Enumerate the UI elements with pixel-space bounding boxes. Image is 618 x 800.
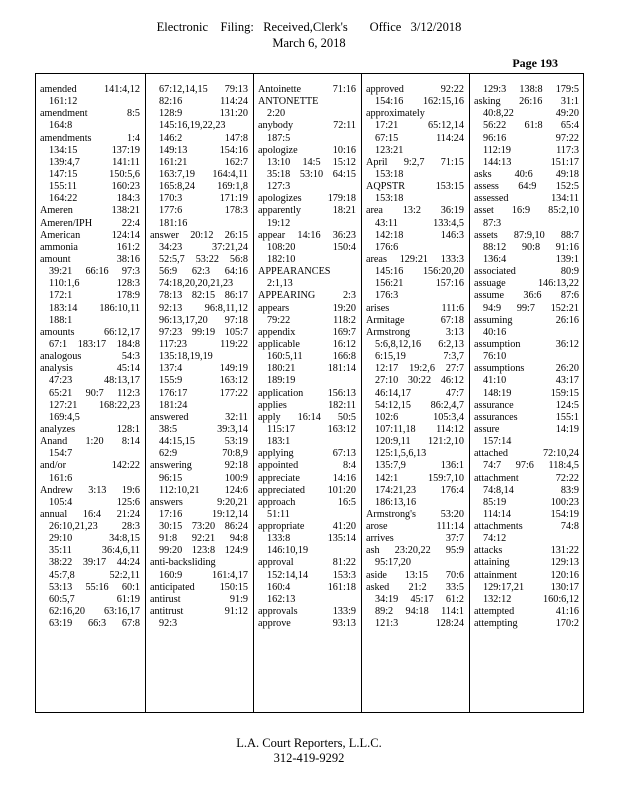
index-locator-line: 125:1,5,6,13 xyxy=(375,448,427,460)
index-locator-line: 161:12 xyxy=(49,96,78,108)
index-locator-line: 142:18 146:3 xyxy=(375,229,464,241)
index-locator-line: 40:16 xyxy=(483,326,507,338)
index-entry: American 124:14 xyxy=(40,229,140,241)
index-locator-line: 19:12 xyxy=(267,217,291,229)
index-locator-line: 127:21 168:22,23 xyxy=(49,399,140,411)
index-locator-line: 176:6 xyxy=(375,241,399,253)
index-locator-line: 96:13,17,20 97:18 xyxy=(159,314,248,326)
index-entry: answered 32:11 xyxy=(150,411,248,423)
index-locator-line: 135:7,9 136:1 xyxy=(375,460,464,472)
index-entry: attempting 170:2 xyxy=(474,618,579,630)
index-entry: appears 19:20 xyxy=(258,302,356,314)
index-entry: answers 9:20,21 xyxy=(150,496,248,508)
index-locator-line: 129:17,21 130:17 xyxy=(483,581,579,593)
index-locator-line: 176:3 xyxy=(375,290,399,302)
index-entry: assumptions 26:20 xyxy=(474,363,579,375)
index-entry: antirust 91:9 xyxy=(150,593,248,605)
index-locator-line: 94:9 99:7 152:21 xyxy=(483,302,579,314)
index-locator-line: 121:3 128:24 xyxy=(375,618,464,630)
index-entry: analysis 45:14 xyxy=(40,363,140,375)
index-locator-line: 38:5 39:3,14 xyxy=(159,423,248,435)
index-locator-line: 26:10,21,23 28:3 xyxy=(49,521,140,533)
index-locator-line: 164:22 184:3 xyxy=(49,193,140,205)
index-entry: Anand 1:20 8:14 xyxy=(40,436,140,448)
index-entry: approve 93:13 xyxy=(258,618,356,630)
index-entry: attached 72:10,24 xyxy=(474,448,579,460)
index-locator-line: 165:8,24 169:1,8 xyxy=(159,181,248,193)
index-entry: assets 87:9,10 88:7 xyxy=(474,229,579,241)
index-entry: appear 14:16 36:23 xyxy=(258,229,356,241)
index-locator-line: 102:6 105:3,4 xyxy=(375,411,464,423)
index-entry: attachment 72:22 xyxy=(474,472,579,484)
index-entry: and/or 142:22 xyxy=(40,460,140,472)
index-locator-line: 105:4 125:6 xyxy=(49,496,140,508)
index-entry: applicable 16:12 xyxy=(258,338,356,350)
index-locator-line: 128:9 131:20 xyxy=(159,108,248,120)
index-entry: apologize 10:16 xyxy=(258,144,356,156)
index-entry: asks 40:6 49:18 xyxy=(474,168,579,180)
index-locator-line: 180:21 181:14 xyxy=(267,363,356,375)
index-locator-line: 155:9 163:12 xyxy=(159,375,248,387)
index-entry: APPEARANCES xyxy=(258,266,331,278)
index-locator-line: 96:16 97:22 xyxy=(483,132,579,144)
index-entry: arose 111:14 xyxy=(366,521,464,533)
index-entry: apparently 18:21 xyxy=(258,205,356,217)
index-locator-line: 123:21 xyxy=(375,144,404,156)
index-entry: Armstrong's 53:20 xyxy=(366,508,464,520)
index-locator-line: 79:22 118:2 xyxy=(267,314,356,326)
index-entry: assuming 26:16 xyxy=(474,314,579,326)
index-entry: analyzes 128:1 xyxy=(40,423,140,435)
reporter-name: L.A. Court Reporters, L.L.C. xyxy=(236,736,382,750)
index-column-4 xyxy=(366,84,464,709)
index-locator-line: 51:11 xyxy=(267,508,290,520)
column-divider xyxy=(145,73,146,713)
index-locator-line: 170:3 171:19 xyxy=(159,193,248,205)
index-locator-line: 110:1,6 128:3 xyxy=(49,278,140,290)
index-locator-line: 67:1 183:17 184:8 xyxy=(49,338,140,350)
index-entry: Ameren 138:21 xyxy=(40,205,140,217)
index-locator-line: 5:6,8,12,16 6:2,13 xyxy=(375,338,464,350)
index-entry: assurance 124:5 xyxy=(474,399,579,411)
index-locator-line: 62:9 70:8,9 xyxy=(159,448,248,460)
index-entry: April 9:2,7 71:15 xyxy=(366,156,464,168)
index-locator-line: 56:9 62:3 64:16 xyxy=(159,266,248,278)
index-entry: attachments 74:8 xyxy=(474,521,579,533)
index-entry: ammonia 161:2 xyxy=(40,241,140,253)
index-locator-line: 136:4 139:1 xyxy=(483,253,579,265)
index-entry: approved 92:22 xyxy=(366,84,464,95)
index-locator-line: 154:16 162:15,16 xyxy=(375,96,464,108)
index-locator-line: 62:16,20 63:16,17 xyxy=(49,606,140,618)
index-locator-line: 169:4,5 xyxy=(49,411,80,423)
index-entry: appropriate 41:20 xyxy=(258,521,356,533)
index-entry: assure 14:19 xyxy=(474,423,579,435)
index-locator-line: 157:14 xyxy=(483,436,512,448)
index-locator-line: 67:12,14,15 79:13 xyxy=(159,84,248,95)
index-entry: Antoinette 71:16 xyxy=(258,84,356,95)
index-locator-line: 74:18,20,20,21,23 xyxy=(159,278,234,290)
index-locator-line: 85:19 100:23 xyxy=(483,496,579,508)
index-locator-line: 139:4,7 141:11 xyxy=(49,156,140,168)
index-locator-line: 155:11 160:23 xyxy=(49,181,140,193)
index-locator-line: 144:13 151:17 xyxy=(483,156,579,168)
index-entry: ash 23:20,22 95:9 xyxy=(366,545,464,557)
index-locator-line: 114:14 154:19 xyxy=(483,508,579,520)
index-locator-line: 96:15 100:9 xyxy=(159,472,248,484)
index-locator-line: 47:23 48:13,17 xyxy=(49,375,140,387)
index-locator-line: 177:6 178:3 xyxy=(159,205,248,217)
index-locator-line: 176:17 177:22 xyxy=(159,387,248,399)
index-locator-line: 74:12 xyxy=(483,533,507,545)
index-locator-line: 174:21,23 176:4 xyxy=(375,484,464,496)
index-locator-line: 88:12 90:8 91:16 xyxy=(483,241,579,253)
index-locator-line: 34:19 45:17 61:2 xyxy=(375,593,464,605)
index-entry: AQPSTR 153:15 xyxy=(366,181,464,193)
index-entry: anti-backsliding xyxy=(150,557,216,569)
index-locator-line: 172:1 178:9 xyxy=(49,290,140,302)
index-entry: aside 13:15 70:6 xyxy=(366,569,464,581)
index-entry: attaining 129:13 xyxy=(474,557,579,569)
index-entry: appendix 169:7 xyxy=(258,326,356,338)
index-locator-line: 134:15 137:19 xyxy=(49,144,140,156)
index-entry: Armitage 67:18 xyxy=(366,314,464,326)
index-locator-line: 135:18,19,19 xyxy=(159,351,213,363)
index-locator-line: 43:11 133:4,5 xyxy=(375,217,464,229)
index-locator-line: 164:8 xyxy=(49,120,73,132)
index-locator-line: 27:10 30:22 46:12 xyxy=(375,375,464,387)
index-entry: assessed 134:11 xyxy=(474,193,579,205)
index-locator-line: 30:15 73:20 86:24 xyxy=(159,521,248,533)
index-entry: assess 64:9 152:5 xyxy=(474,181,579,193)
index-entry: approval 81:22 xyxy=(258,557,356,569)
index-locator-line: 117:23 119:22 xyxy=(159,338,248,350)
index-locator-line: 46:14,17 47:7 xyxy=(375,387,464,399)
index-entry: approach 16:5 xyxy=(258,496,356,508)
index-entry: analogous 54:3 xyxy=(40,351,140,363)
index-locator-line: 147:15 150:5,6 xyxy=(49,168,140,180)
index-entry: application 156:13 xyxy=(258,387,356,399)
index-entry: associated 80:9 xyxy=(474,266,579,278)
index-locator-line: 35:18 53:10 64:15 xyxy=(267,168,356,180)
index-locator-line: 182:10 xyxy=(267,253,296,265)
index-locator-line: 120:9,11 121:2,10 xyxy=(375,436,464,448)
index-entry: Andrew 3:13 19:6 xyxy=(40,484,140,496)
index-entry: appointed 8:4 xyxy=(258,460,356,472)
index-locator-line: 6:15,19 7:3,7 xyxy=(375,351,464,363)
index-entry: amounts 66:12,17 xyxy=(40,326,140,338)
index-entry: antitrust 91:12 xyxy=(150,606,248,618)
index-locator-line: 87:3 xyxy=(483,217,502,229)
index-column-2 xyxy=(150,84,248,709)
index-entry: asking 26:16 31:1 xyxy=(474,96,579,108)
index-entry: approximately xyxy=(366,108,425,120)
index-locator-line: 17:16 19:12,14 xyxy=(159,508,248,520)
index-entry: apologizes 179:18 xyxy=(258,193,356,205)
index-locator-line: 154:7 xyxy=(49,448,73,460)
index-locator-line: 129:3 138:8 179:5 xyxy=(483,84,579,95)
filing-stamp: Electronic Filing: Received,Clerk's Office 3/12/2018 xyxy=(156,20,462,34)
index-entry: approvals 133:9 xyxy=(258,606,356,618)
index-locator-line: 156:21 157:16 xyxy=(375,278,464,290)
index-entry: asked 21:2 33:5 xyxy=(366,581,464,593)
index-entry: appreciate 14:16 xyxy=(258,472,356,484)
index-entry: applies 182:11 xyxy=(258,399,356,411)
reporter-phone: 312-419-9292 xyxy=(273,751,345,765)
index-entry: anticipated 150:15 xyxy=(150,581,248,593)
column-divider xyxy=(253,73,254,713)
index-locator-line: 145:16,19,22,23 xyxy=(159,120,226,132)
index-locator-line: 142:1 159:7,10 xyxy=(375,472,464,484)
index-locator-line: 92:13 96:8,11,12 xyxy=(159,302,248,314)
index-locator-line: 146:2 147:8 xyxy=(159,132,248,144)
index-locator-line: 127:3 xyxy=(267,181,291,193)
index-locator-line: 13:10 14:5 15:12 xyxy=(267,156,356,168)
index-entry: Armstrong 3:13 xyxy=(366,326,464,338)
index-locator-line: 107:11,18 114:12 xyxy=(375,423,464,435)
index-locator-line: 39:21 66:16 97:3 xyxy=(49,266,140,278)
index-locator-line: 91:8 92:21 94:8 xyxy=(159,533,248,545)
filing-date: March 6, 2018 xyxy=(272,36,346,50)
index-column-5 xyxy=(474,84,579,709)
index-entry: areas 129:21 133:3 xyxy=(366,253,464,265)
index-entry: answer 20:12 26:15 xyxy=(150,229,248,241)
index-locator-line: 54:12,15 86:2,4,7 xyxy=(375,399,464,411)
index-entry: asset 16:9 85:2,10 xyxy=(474,205,579,217)
index-locator-line: 162:13 xyxy=(267,593,296,605)
index-locator-line: 41:10 43:17 xyxy=(483,375,579,387)
index-locator-line: 99:20 123:8 124:9 xyxy=(159,545,248,557)
index-locator-line: 160:4 161:18 xyxy=(267,581,356,593)
index-locator-line: 89:2 94:18 114:1 xyxy=(375,606,464,618)
index-locator-line: 92:3 xyxy=(159,618,178,630)
index-locator-line: 161:6 xyxy=(49,472,73,484)
index-entry: answering 92:18 xyxy=(150,460,248,472)
index-entry: apply 16:14 50:5 xyxy=(258,411,356,423)
index-locator-line: 146:10,19 xyxy=(267,545,309,557)
index-entry: attempted 41:16 xyxy=(474,606,579,618)
index-locator-line: 163:7,19 164:4,11 xyxy=(159,168,248,180)
index-entry: arises 111:6 xyxy=(366,302,464,314)
index-entry: amendments 1:4 xyxy=(40,132,140,144)
index-locator-line: 153:18 xyxy=(375,193,404,205)
index-locator-line: 12:17 19:2,6 27:7 xyxy=(375,363,464,375)
index-locator-line: 63:19 66:3 67:8 xyxy=(49,618,140,630)
index-entry: assurances 155:1 xyxy=(474,411,579,423)
column-divider xyxy=(469,73,470,713)
index-locator-line: 112:10,21 124:6 xyxy=(159,484,248,496)
index-entry: anybody 72:11 xyxy=(258,120,356,132)
index-entry: assume 36:6 87:6 xyxy=(474,290,579,302)
index-locator-line: 160:5,11 166:8 xyxy=(267,351,356,363)
index-locator-line: 44:15,15 53:19 xyxy=(159,436,248,448)
index-entry: amended 141:4,12 xyxy=(40,84,140,95)
index-locator-line: 78:13 82:15 86:17 xyxy=(159,290,248,302)
column-divider xyxy=(361,73,362,713)
index-entry: amount 38:16 xyxy=(40,253,140,265)
index-locator-line: 56:22 61:8 65:4 xyxy=(483,120,579,132)
index-locator-line: 52:5,7 53:22 56:8 xyxy=(159,253,248,265)
index-locator-line: 2:1,13 xyxy=(267,278,293,290)
index-locator-line: 67:15 114:24 xyxy=(375,132,464,144)
index-locator-line: 38:22 39:17 44:24 xyxy=(49,557,140,569)
index-locator-line: 108:20 150:4 xyxy=(267,241,356,253)
index-locator-line: 35:11 36:4,6,11 xyxy=(49,545,140,557)
index-locator-line: 115:17 163:12 xyxy=(267,423,356,435)
index-locator-line: 34:23 37:21,24 xyxy=(159,241,248,253)
index-locator-line: 17:21 65:12,14 xyxy=(375,120,464,132)
index-locator-line: 160:9 161:4,17 xyxy=(159,569,248,581)
index-locator-line: 152:14,14 153:3 xyxy=(267,569,356,581)
index-entry: Ameren/IPH 22:4 xyxy=(40,217,140,229)
index-entry: APPEARING 2:3 xyxy=(258,290,356,302)
index-locator-line: 181:16 xyxy=(159,217,188,229)
page-number: Page 193 xyxy=(512,56,558,70)
index-locator-line: 187:5 xyxy=(267,132,291,144)
index-locator-line: 29:10 34:8,15 xyxy=(49,533,140,545)
index-entry: ANTONETTE xyxy=(258,96,319,108)
index-column-3 xyxy=(258,84,356,709)
index-locator-line: 40:8,22 49:20 xyxy=(483,108,579,120)
index-locator-line: 148:19 159:15 xyxy=(483,387,579,399)
index-locator-line: 189:19 xyxy=(267,375,296,387)
index-entry: arrives 37:7 xyxy=(366,533,464,545)
index-locator-line: 183:14 186:10,11 xyxy=(49,302,140,314)
index-entry: assuage 146:13,22 xyxy=(474,278,579,290)
index-locator-line: 153:18 xyxy=(375,168,404,180)
index-locator-line: 137:4 149:19 xyxy=(159,363,248,375)
index-locator-line: 53:13 55:16 60:1 xyxy=(49,581,140,593)
index-locator-line: 74:7 97:6 118:4,5 xyxy=(483,460,579,472)
index-locator-line: 76:10 xyxy=(483,351,507,363)
index-entry: annual 16:4 21:24 xyxy=(40,508,140,520)
index-locator-line: 65:21 90:7 112:3 xyxy=(49,387,140,399)
index-locator-line: 97:23 99:19 105:7 xyxy=(159,326,248,338)
index-locator-line: 145:16 156:20,20 xyxy=(375,266,464,278)
index-locator-line: 183:1 xyxy=(267,436,291,448)
index-locator-line: 60:5,7 61:19 xyxy=(49,593,140,605)
index-locator-line: 82:16 114:24 xyxy=(159,96,248,108)
index-entry: assumption 36:12 xyxy=(474,338,579,350)
index-locator-line: 186:13,16 xyxy=(375,496,417,508)
index-locator-line: 188:1 xyxy=(49,314,73,326)
index-column-1 xyxy=(40,84,140,709)
index-locator-line: 132:12 160:6,12 xyxy=(483,593,579,605)
index-entry: attainment 120:16 xyxy=(474,569,579,581)
index-entry: area 13:2 36:19 xyxy=(366,205,464,217)
index-entry: attacks 131:22 xyxy=(474,545,579,557)
index-locator-line: 45:7,8 52:2,11 xyxy=(49,569,140,581)
index-locator-line: 149:13 154:16 xyxy=(159,144,248,156)
index-entry: appreciated 101:20 xyxy=(258,484,356,496)
index-locator-line: 2:20 xyxy=(267,108,286,120)
index-locator-line: 133:8 135:14 xyxy=(267,533,356,545)
index-locator-line: 181:24 xyxy=(159,399,188,411)
index-entry: amendment 8:5 xyxy=(40,108,140,120)
index-locator-line: 95:17,20 xyxy=(375,557,411,569)
index-locator-line: 161:21 162:7 xyxy=(159,156,248,168)
index-locator-line: 112:19 117:3 xyxy=(483,144,579,156)
index-locator-line: 74:8,14 83:9 xyxy=(483,484,579,496)
index-entry: applying 67:13 xyxy=(258,448,356,460)
